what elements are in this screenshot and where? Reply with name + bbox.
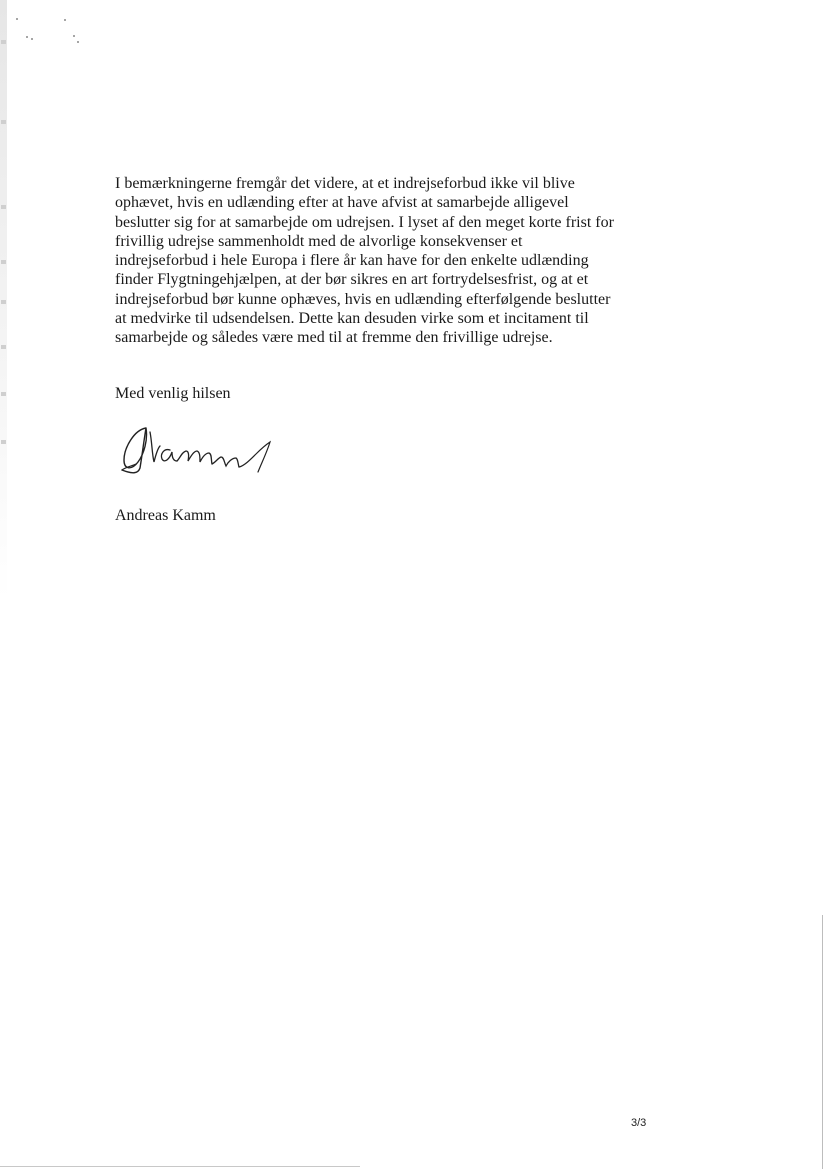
scan-speck [77,41,79,43]
signer-name: Andreas Kamm [115,507,216,524]
scan-speck [64,19,66,21]
scan-edge-bottom [0,1166,360,1167]
scan-speck [16,18,18,20]
scan-edge-right [822,915,823,1169]
scan-speck [73,35,75,37]
scan-edge-left [0,0,7,600]
scan-speck [31,38,33,40]
handwritten-signature [112,420,282,485]
scan-speck [26,36,28,38]
letter-closing: Med venlig hilsen [115,385,231,402]
letter-body-paragraph: I bemærkningerne fremgår det videre, at et indrejseforbud ikke vil blive ophævet, hvis en udlænding efter at have afvist at samarbejde alligevel beslutter sig for at samarbejde om udrejsen. I lyset af den meget korte frist for frivillig udrejse sammenholdt med de alvorlige konsekvenser et indrejseforbud i hele Europa i flere år kan have for den enkelte udlænding finder Flygtningehjælpen, at der bør sikres en art fortrydelsesfrist, og at et indrejseforbud bør kunne ophæves, hvis en udlænding efterfølgende beslutter at medvirke til udsendelsen. Dette kan desuden virke som et incitament til samarbejde og således være med til at fremme den frivillige udrejse. [115,175,614,347]
page-number: 3/3 [631,1117,647,1129]
